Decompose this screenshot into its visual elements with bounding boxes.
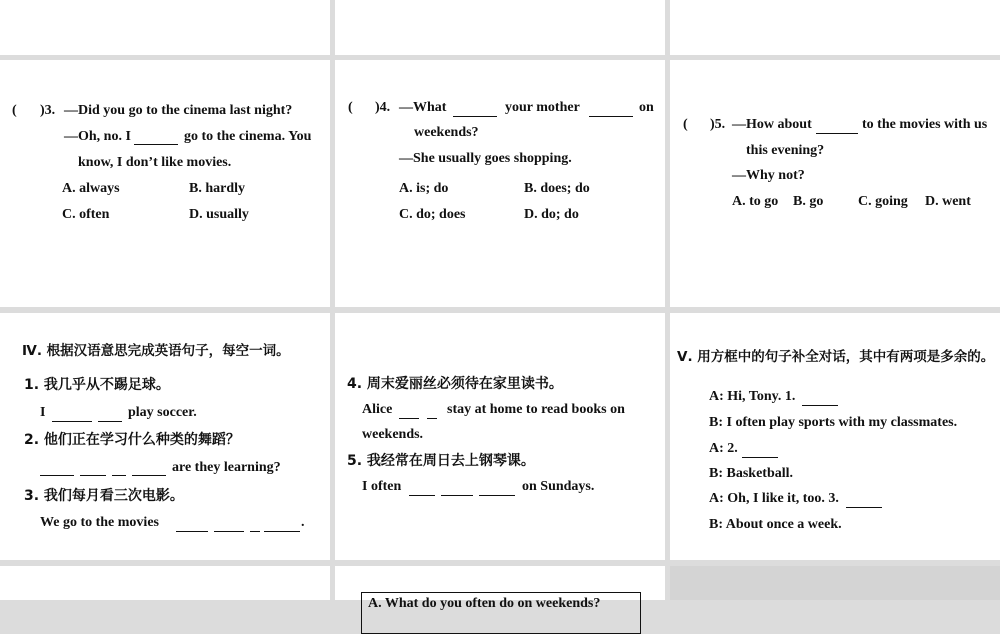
- q5-option-c: C. going: [858, 194, 908, 209]
- item-3-english-a: We go to the movies: [40, 515, 159, 530]
- options-box: [361, 592, 641, 634]
- panel-section-4: [0, 313, 330, 560]
- item-4-chinese: 4. 周末爱丽丝必须待在家里读书。: [347, 376, 563, 392]
- panel-question-3: [0, 60, 330, 307]
- dialog-line-3: A: 2.: [709, 441, 738, 456]
- q3-blank: [134, 132, 178, 145]
- panel-top-right: [670, 0, 1000, 55]
- item-2-blank-3: [112, 463, 126, 476]
- q5-open-paren: (: [683, 117, 688, 132]
- q4-line3: —She usually goes shopping.: [399, 151, 572, 166]
- q3-question: —Did you go to the cinema last night?: [64, 103, 293, 118]
- item-2-english: are they learning?: [172, 460, 281, 475]
- q4-option-b: B. does; do: [524, 181, 590, 196]
- item-4-english-a: Alice: [362, 402, 393, 417]
- item-5-english-b: on Sundays.: [522, 479, 595, 494]
- panel-section-5: [670, 313, 1000, 560]
- item-4-english-b: stay at home to read books on: [447, 402, 625, 417]
- dialog-blank-1: [802, 393, 838, 406]
- panel-top-middle: [335, 0, 665, 55]
- q3-number: )3.: [40, 103, 56, 118]
- dialog-line-1: A: Hi, Tony. 1.: [709, 389, 796, 404]
- panel-question-4: [335, 60, 665, 307]
- dialog-line-2: B: I often play sports with my classmates.: [709, 415, 958, 430]
- item-4-blank-1: [399, 406, 419, 419]
- q4-option-d: D. do; do: [524, 207, 579, 222]
- q5-line3: —Why not?: [732, 168, 805, 183]
- item-5-blank-2: [441, 483, 473, 496]
- q5-option-b: B. go: [793, 194, 824, 209]
- q3-line2-b: go to the cinema. You: [184, 129, 312, 144]
- q5-question-a: —How about: [732, 117, 812, 132]
- panel-section-4-continued: [335, 313, 665, 560]
- item-4-english-c: weekends.: [362, 427, 424, 442]
- item-5-chinese: 5. 我经常在周日去上钢琴课。: [347, 453, 535, 469]
- item-3-blank-2: [214, 519, 244, 532]
- dialog-line-6: B: About once a week.: [709, 517, 842, 532]
- q3-line3: know, I don’t like movies.: [78, 155, 232, 170]
- panel-bottom-middle: [335, 566, 665, 611]
- item-3-blank-1: [176, 519, 208, 532]
- q4-number: )4.: [375, 100, 391, 115]
- q5-question-b: to the movies with us: [862, 117, 988, 132]
- q3-open-paren: (: [12, 103, 17, 118]
- q4-option-c: C. do; does: [399, 207, 466, 222]
- dialog-line-4: B: Basketball.: [709, 466, 794, 481]
- dialog-line-5: A: Oh, I like it, too. 3.: [709, 491, 839, 506]
- q3-option-c: C. often: [62, 207, 110, 222]
- item-5-blank-1: [409, 483, 435, 496]
- item-1-english-a: I: [40, 405, 46, 420]
- item-2-blank-4: [132, 463, 166, 476]
- q4-option-a: A. is; do: [399, 181, 449, 196]
- q4-blank-1: [453, 104, 497, 117]
- dialog-blank-2: [742, 445, 778, 458]
- q5-option-d: D. went: [925, 194, 971, 209]
- q4-line2: weekends?: [414, 125, 479, 140]
- item-3-blank-4: [264, 519, 300, 532]
- item-1-blank-1: [52, 409, 92, 422]
- panel-bottom-right: [670, 566, 1000, 600]
- q3-option-b: B. hardly: [189, 181, 246, 196]
- q3-line2-a: —Oh, no. I: [64, 129, 131, 144]
- q4-question-b: your mother: [505, 100, 580, 115]
- item-1-blank-2: [98, 409, 122, 422]
- q5-line2: this evening?: [746, 143, 825, 158]
- dialog-blank-3: [846, 495, 882, 508]
- q3-option-a: A. always: [62, 181, 120, 196]
- item-3-chinese: 3. 我们每月看三次电影。: [24, 488, 184, 504]
- q3-option-d: D. usually: [189, 207, 249, 222]
- section-4-heading: Ⅳ. 根据汉语意思完成英语句子，每空一词。: [22, 343, 290, 359]
- q4-question-c: on: [639, 100, 654, 115]
- section-5-heading: Ⅴ. 用方框中的句子补全对话，其中有两项是多余的。: [677, 349, 995, 365]
- panel-top-left: [0, 0, 330, 55]
- item-2-blank-2: [80, 463, 106, 476]
- item-2-blank-1: [40, 463, 74, 476]
- q4-open-paren: (: [348, 100, 353, 115]
- item-2-chinese: 2. 他们正在学习什么种类的舞蹈？: [24, 432, 240, 448]
- item-1-english-b: play soccer.: [128, 405, 197, 420]
- item-3-english-b: .: [301, 515, 305, 530]
- q5-number: )5.: [710, 117, 726, 132]
- q4-blank-2: [589, 104, 633, 117]
- q5-blank: [816, 121, 858, 134]
- item-5-english-a: I often: [362, 479, 402, 494]
- panel-question-5: [670, 60, 1000, 307]
- panel-bottom-left: [0, 566, 330, 600]
- item-4-blank-2: [427, 406, 437, 419]
- item-1-chinese: 1. 我几乎从不踢足球。: [24, 377, 170, 393]
- q5-option-a: A. to go: [732, 194, 779, 209]
- item-5-blank-3: [479, 483, 515, 496]
- q4-question-a: —What: [399, 100, 447, 115]
- item-3-blank-3: [250, 519, 260, 532]
- options-box-first-line: A. What do you often do on weekends?: [368, 596, 601, 611]
